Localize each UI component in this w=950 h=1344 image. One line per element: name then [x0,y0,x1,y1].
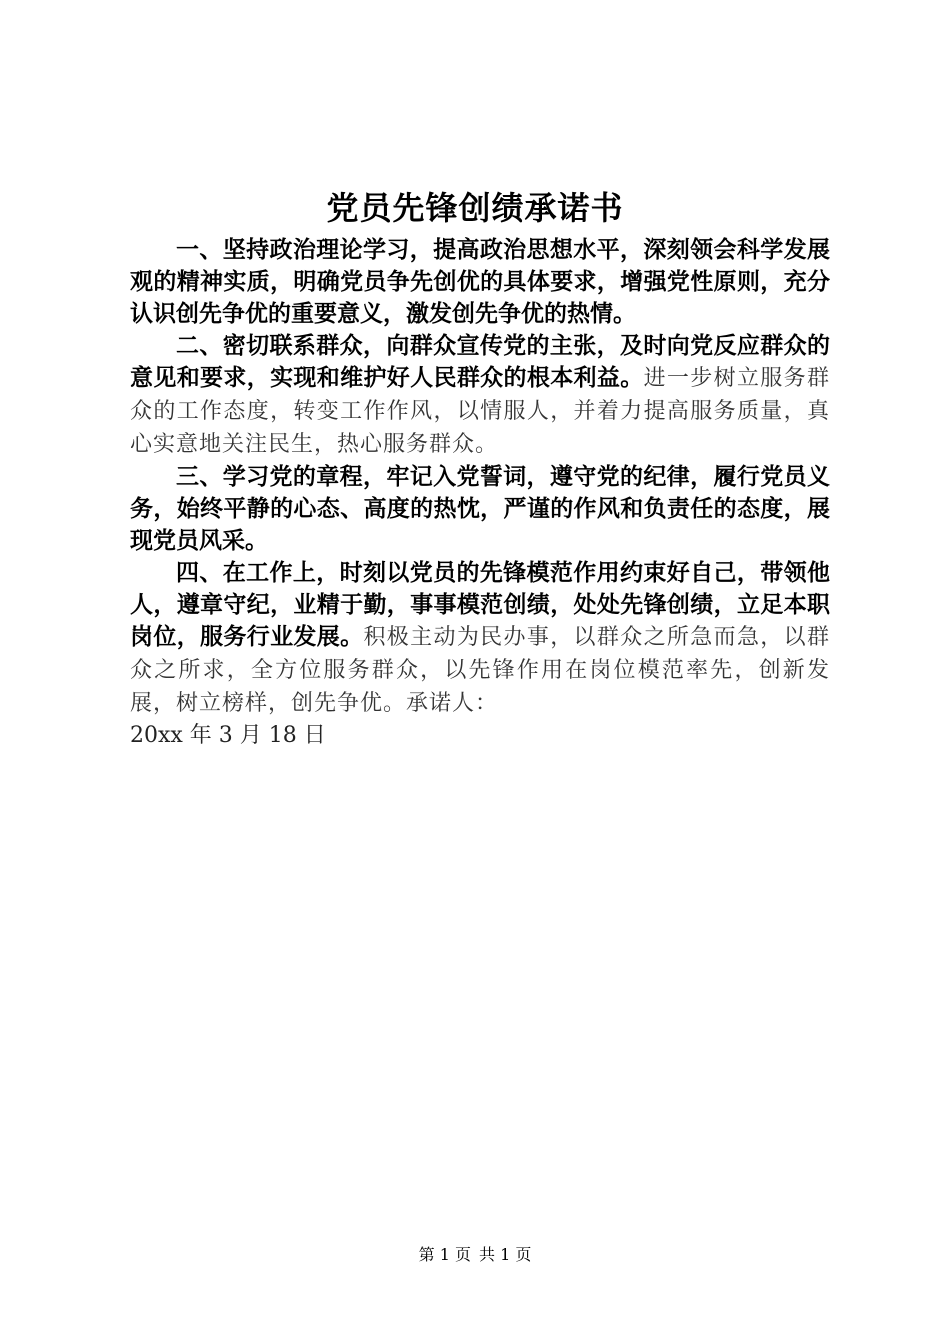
paragraph-2-extra: 进一步树立服务群众的工作态度，转变工作作风，以情服人，并着力提高服务质量，真心实意地关注民生，热心服务群众。 [130,366,830,457]
paragraph-4-main: 四、在工作上，时刻以党员的先锋模范作用约束好自己，带领他人，遵章守纪，业精于勤，事事模范创绩，处处先锋创绩，立足本职岗位，服务行业发展。 [130,560,830,650]
signature-date: 20xx 年 3 月 18 日 [130,723,326,748]
page-number: 第 1 页 [418,1245,471,1264]
paragraph-3-main: 三、学习党的章程，牢记入党誓词，遵守党的纪律，履行党员义务，始终平静的心态、高度的热忱，严谨的作风和负责任的态度，展现党员风采。 [130,464,830,554]
paragraph-1 [130,234,830,330]
paragraph-2 [130,330,830,461]
page-total: 共 1 页 [479,1245,532,1264]
document-title: 党员先锋创绩承诺书 [326,189,624,227]
document-body [130,234,830,752]
page-footer [0,1244,950,1266]
paragraph-1-main: 一、坚持政治理论学习，提高政治思想水平，深刻领会科学发展观的精神实质，明确党员争先创优的具体要求，增强党性原则，充分认识创先争优的重要意义，激发创先争优的热情。 [130,237,830,327]
paragraph-3 [130,461,830,557]
paragraph-4 [130,557,830,752]
paragraph-4-extra: 积极主动为民办事，以群众之所急而急，以群众之所求，全方位服务群众，以先锋作用在岗位模范率先，创新发展，树立榜样，创先争优。承诺人： [130,625,830,716]
paragraph-2-main: 二、密切联系群众，向群众宣传党的主张，及时向党反应群众的意见和要求，实现和维护好人民群众的根本利益。 [130,333,830,391]
